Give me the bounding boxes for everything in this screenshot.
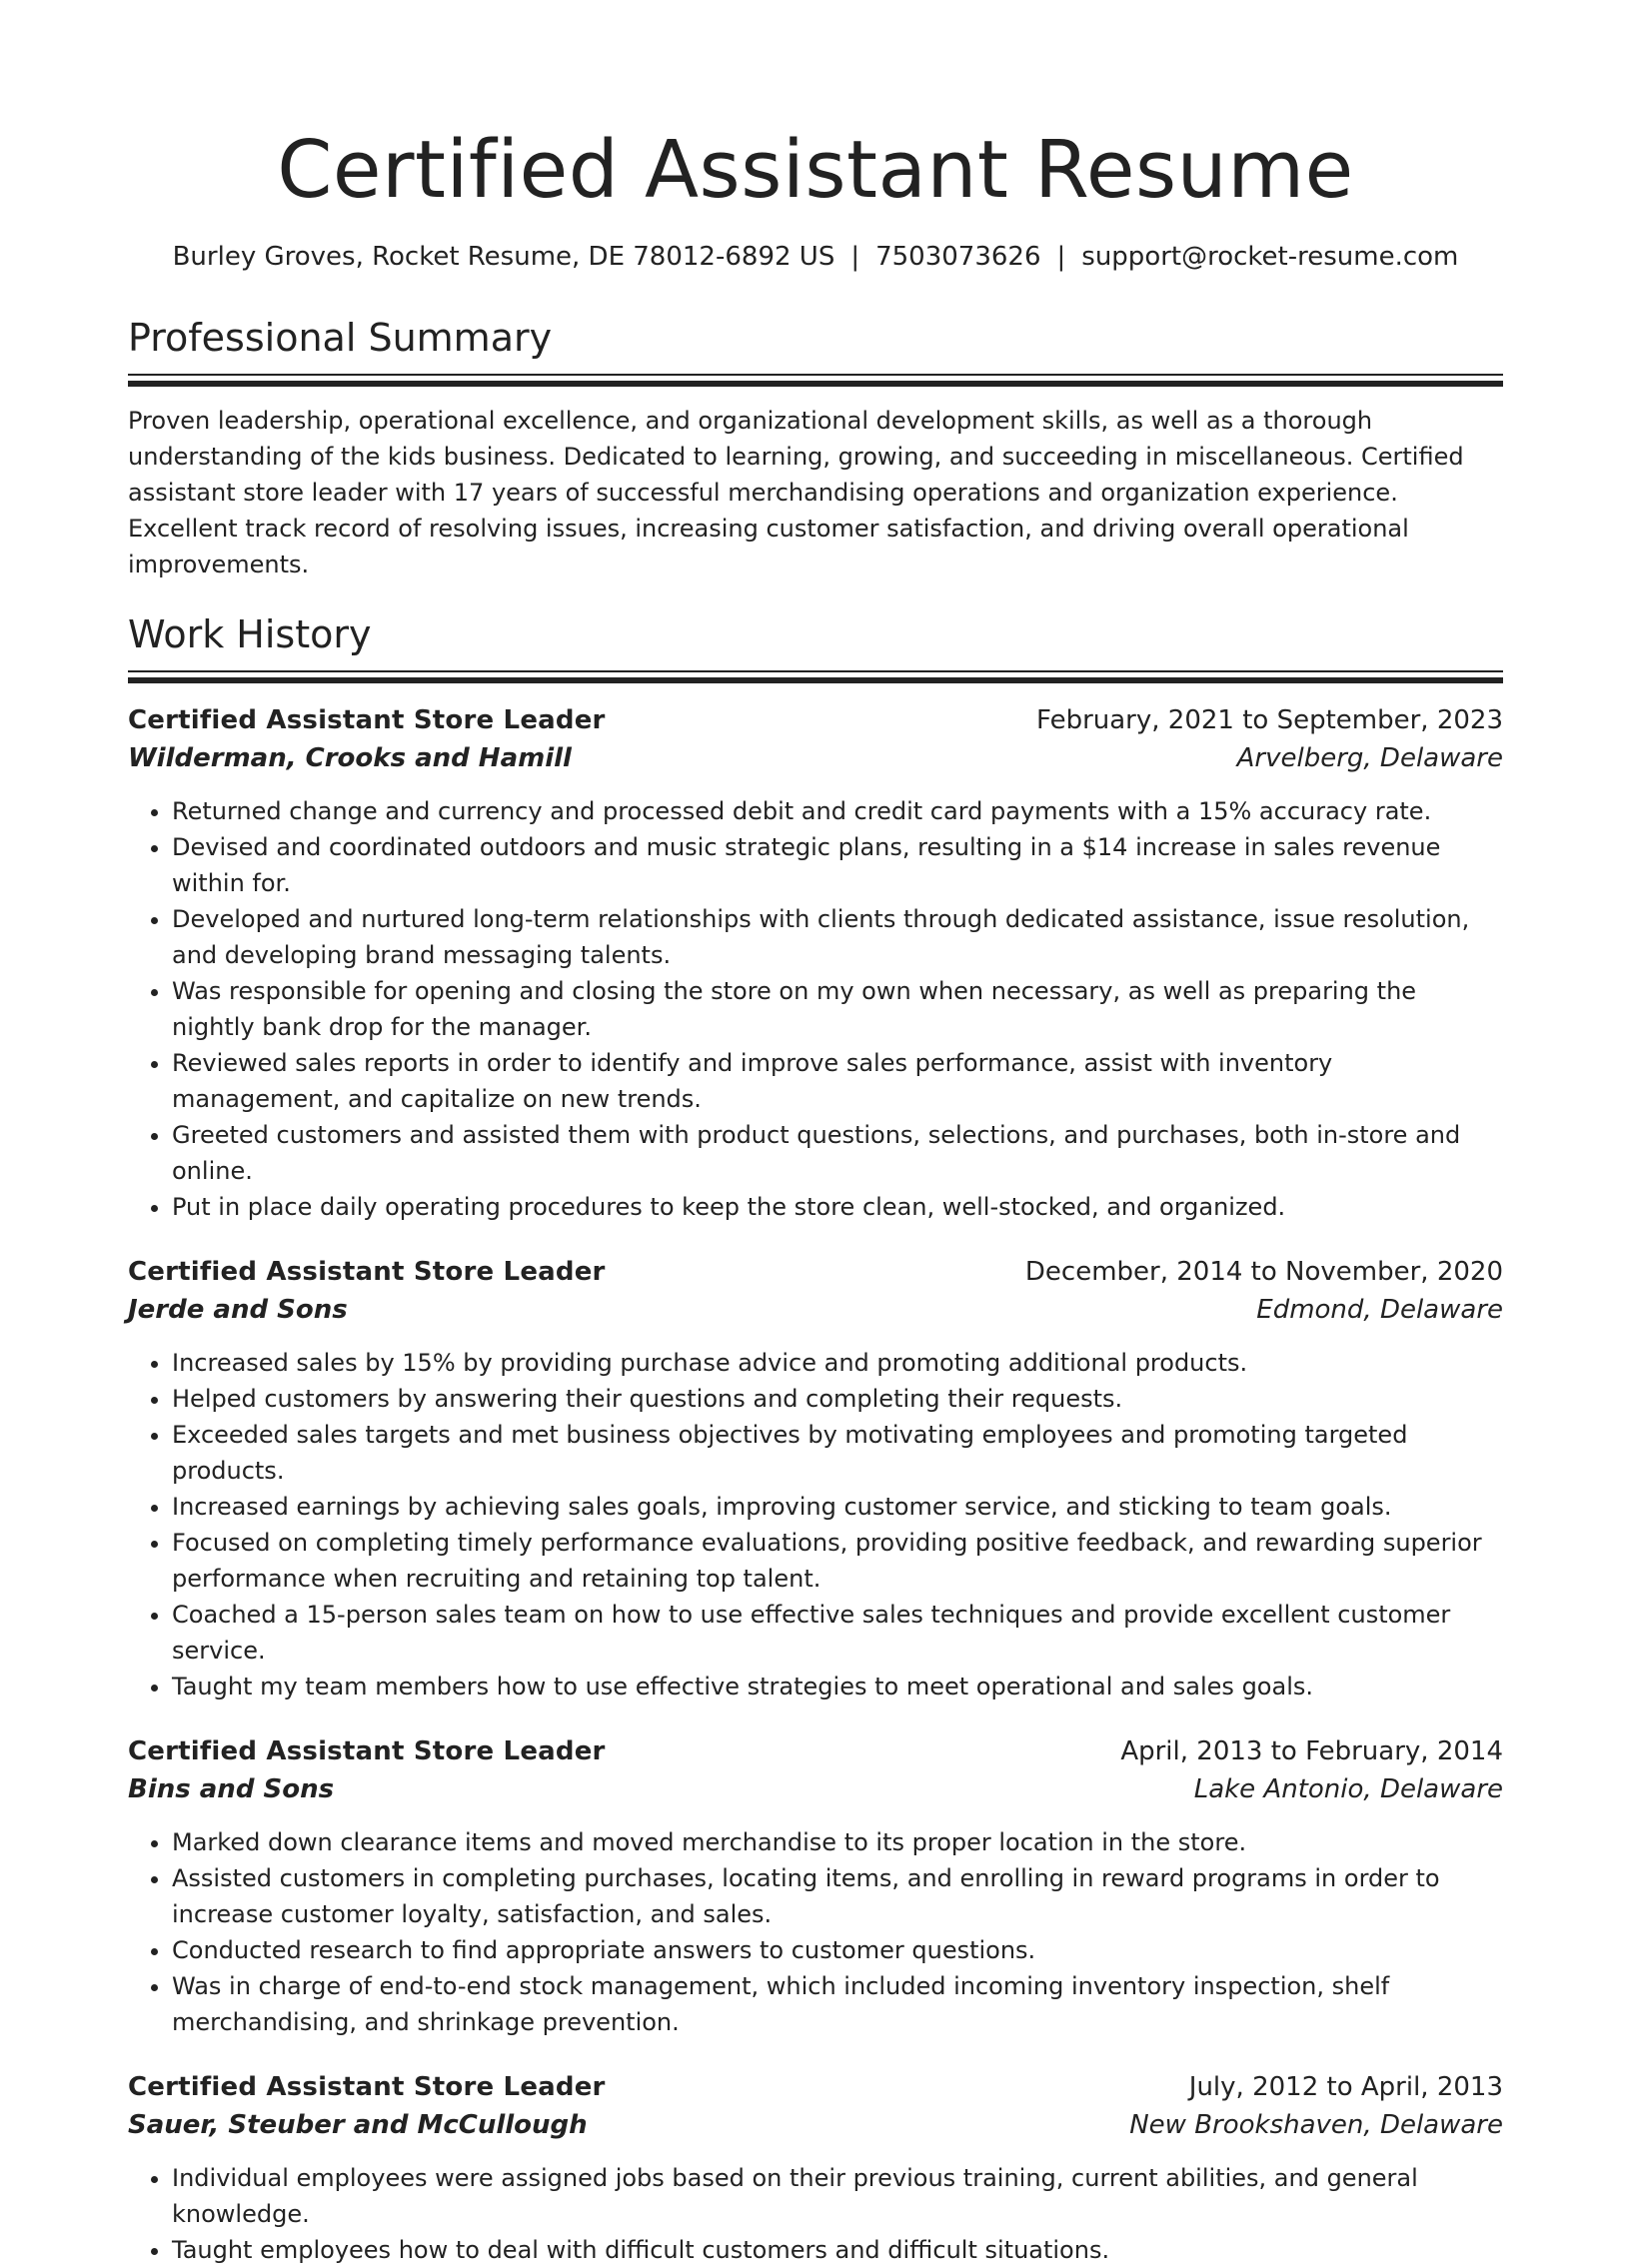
work-history-list [128,701,1503,2268]
job-title: Certified Assistant Store Leader [128,1736,606,1766]
contact-separator: | [850,242,860,272]
work-heading: Work History [128,612,372,656]
contact-address: Burley Groves, Rocket Resume, DE 78012-6892 US [172,242,835,272]
job-dates: July, 2012 to April, 2013 [1188,2072,1503,2102]
section-divider [128,670,1503,683]
job-company: Bins and Sons [128,1774,335,1804]
job-bullets [128,1824,1503,2040]
job-location: Lake Antonio, Delaware [1193,1774,1503,1804]
bullet-item: • Focused on completing timely performance evaluations, providing positive feedback, and rewarding superior performance when recruiting and retaining top talent. [172,1525,1503,1597]
job-entry [128,2068,1503,2268]
bullet-item: • Increased earnings by achieving sales goals, improving customer service, and sticking to team goals. [172,1489,1503,1525]
summary-heading: Professional Summary [128,316,553,360]
summary-text: Proven leadership, operational excellence, and organizational development skills, as well as a thorough understanding of the kids business. Dedicated to learning, growing, and succeeding in miscellaneous. Certified assistant store leader with 17 years of successful merchandising operations and organization experience. Excellent track record of resolving issues, increasing customer satisfaction, and driving overall operational improvements. [128,407,1464,578]
bullet-item: • Greeted customers and assisted them with product questions, selections, and purchases, both in-store and online. [172,1117,1503,1189]
job-location: Edmond, Delaware [1256,1295,1503,1325]
bullet-item: • Was in charge of end-to-end stock management, which included incoming inventory inspection, shelf merchandising, and shrinkage prevention. [172,1968,1503,2040]
section-divider [128,374,1503,387]
bullet-item: • Taught my team members how to use effective strategies to meet operational and sales goals. [172,1669,1503,1704]
job-entry [128,1253,1503,1704]
contact-email: support@rocket-resume.com [1081,242,1459,272]
contact-phone: 7503073626 [875,242,1041,272]
job-company: Jerde and Sons [128,1295,348,1325]
bullet-item: • Devised and coordinated outdoors and music strategic plans, resulting in a $14 increase in sales revenue within for. [172,829,1503,901]
bullet-item: • Marked down clearance items and moved merchandise to its proper location in the store. [172,1824,1503,1860]
resume-title: Certified Assistant Resume [277,124,1354,216]
contact-separator: | [1056,242,1066,272]
bullet-item: • Reviewed sales reports in order to identify and improve sales performance, assist with inventory management, and capitalize on new trends. [172,1045,1503,1117]
bullet-item: • Individual employees were assigned jobs based on their previous training, current abilities, and general knowledge. [172,2160,1503,2232]
job-dates: February, 2021 to September, 2023 [1036,705,1503,735]
job-dates: December, 2014 to November, 2020 [1024,1257,1503,1287]
work-section-header [128,610,1503,683]
job-company: Wilderman, Crooks and Hamill [128,743,572,773]
bullet-item: • Was responsible for opening and closing the store on my own when necessary, as well as preparing the nightly bank drop for the manager. [172,973,1503,1045]
job-company: Sauer, Steuber and McCullough [128,2110,588,2140]
job-location: Arvelberg, Delaware [1236,743,1503,773]
bullet-item: • Assisted customers in completing purchases, locating items, and enrolling in reward programs in order to increase customer loyalty, satisfaction, and sales. [172,1860,1503,1932]
bullet-item: • Increased sales by 15% by providing purchase advice and promoting additional products. [172,1345,1503,1381]
bullet-item: • Conducted research to find appropriate answers to customer questions. [172,1932,1503,1968]
job-dates: April, 2013 to February, 2014 [1120,1736,1503,1766]
job-bullets [128,2160,1503,2268]
bullet-item: • Exceeded sales targets and met business objectives by motivating employees and promoting targeted products. [172,1417,1503,1489]
job-entry [128,701,1503,1225]
bullet-item: • Put in place daily operating procedures to keep the store clean, well-stocked, and organized. [172,1189,1503,1225]
job-entry [128,1732,1503,2040]
job-location: New Brookshaven, Delaware [1129,2110,1503,2140]
contact-line [128,240,1503,274]
bullet-item: • Taught employees how to deal with difficult customers and difficult situations. [172,2232,1503,2268]
job-bullets [128,793,1503,1225]
bullet-item: • Helped customers by answering their questions and completing their requests. [172,1381,1503,1417]
bullet-item: • Developed and nurtured long-term relationships with clients through dedicated assistance, issue resolution, and developing brand messaging talents. [172,901,1503,973]
bullet-item: • Returned change and currency and processed debit and credit card payments with a 15% accuracy rate. [172,793,1503,829]
job-title: Certified Assistant Store Leader [128,1257,606,1287]
job-bullets [128,1345,1503,1704]
job-title: Certified Assistant Store Leader [128,2072,606,2102]
bullet-item: • Coached a 15-person sales team on how to use effective sales techniques and provide excellent customer service. [172,1597,1503,1669]
summary-section-header [128,314,1503,387]
job-title: Certified Assistant Store Leader [128,705,606,735]
